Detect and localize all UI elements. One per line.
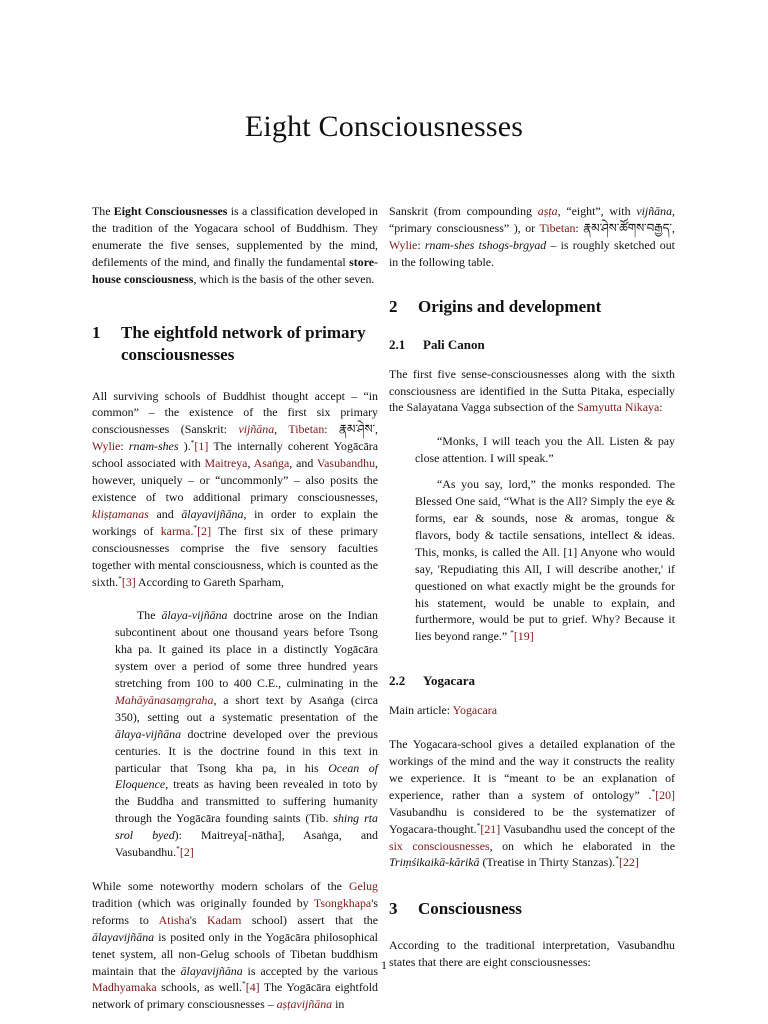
link-madhyamaka[interactable]: Madhyamaka <box>92 980 157 995</box>
quote-paragraph-2: “As you say, lord,” the monks responded. The Blessed One said, “What is the All? Simply the eye & forms, ear & sounds, nose & aromas, tongue & flavors, body & tactile sensations, intellect & ideas. This, monks, is called the All. [1] Anyone who would say, 'Repudiating this All, I will describe another,' if questioned on what exactly might be the grounds for his statement, would be unable to explain, and furthermore, would be put to grief. Why? Because it lies beyond range.” *[19] <box>415 477 675 644</box>
section-title: Origins and development <box>418 296 602 316</box>
term-eight-consciousnesses: Eight Consciousnesses <box>113 204 228 218</box>
section-1-paragraph: All surviving schools of Buddhist thought accept – “in common” – the existence of the first six primary consciousnesses (Sanskrit: vijñāna, Tibetan: རྣམ་ཤེས་, Wylie: rnam-shes ).*[1] The internally coherent Yogācāra school associated with Maitreya, Asaṅga, and Vasubandhu, however, uniquely – or “uncommonly” – also posits the existence of two additional primary consciousnesses, kliṣṭamanas and ālayavijñāna, in order to explain the workings of karma.*[2] The first six of these primary consciousnesses comprise the five sensory faculties together with mental consciousness, which is counted as the sixth.*[3] According to Gareth Sparham, <box>92 388 379 589</box>
ref-21[interactable]: [21] <box>480 821 501 836</box>
subsection-number: 2.1 <box>389 336 406 352</box>
link-tibetan-2[interactable]: Tibetan <box>539 220 576 235</box>
link-six-consciousnesses[interactable]: six consciousnesses <box>389 838 490 853</box>
section-2-heading <box>389 296 675 318</box>
consciousness-paragraph: According to the traditional interpretation, Vasubandhu states that there are eight consciousnesses: <box>389 938 675 970</box>
link-astavijnana[interactable]: aṣṭavijñāna <box>276 997 333 1012</box>
section-number: 2 <box>389 296 398 316</box>
link-asta[interactable]: aṣṭa <box>537 204 558 218</box>
ref-3[interactable]: [3] <box>121 574 136 589</box>
right-column <box>389 203 675 971</box>
link-wylie-2[interactable]: Wylie <box>389 237 418 252</box>
link-mahayanasamgraha[interactable]: Mahāyānasaṃgraha <box>115 692 214 707</box>
link-main-yogacara[interactable]: Yogacara <box>452 703 497 718</box>
blockquote-sutta <box>415 433 675 645</box>
section-3-heading <box>389 898 675 920</box>
ref-2[interactable]: [2] <box>197 523 212 538</box>
term-store-house: store-house consciousness <box>92 254 378 286</box>
page-number: 1 <box>381 958 387 972</box>
link-maitreya[interactable]: Maitreya <box>204 456 248 471</box>
link-atisha[interactable]: Atisha <box>158 912 190 927</box>
subsection-2-1-heading <box>389 336 675 354</box>
link-asanga[interactable]: Asaṅga <box>253 456 290 471</box>
blockquote-sparham: The ālaya-vijñāna doctrine arose on the Indian subcontinent about one thousand years before Tsong kha pa. It gained its place in a distinctly Yogācāra system over a period of some three hundred years stretching from 100 to 400 C.E., culminating in the Mahāyānasaṃgraha, a short text by Asaṅga (circa 350), setting out a systematic presentation of the ālaya-vijñāna doctrine developed over the previous centuries. It is the doctrine found in this text in particular that Tsong kha pa, in his Ocean of Eloquence, treats as having been revealed in toto by the Buddha and transmitted to suffering humanity through the Yogācāra founding saints (Tib. shing rta srol byed): Maitreya[-nātha], Asaṅga, and Vasubandhu.*[2] <box>115 608 379 860</box>
section-1-heading <box>92 322 378 366</box>
quote-paragraph-1: “Monks, I will teach you the All. Listen & pay close attention. I will speak.” <box>415 434 675 466</box>
subsection-title: Pali Canon <box>423 336 485 352</box>
section-title: The eightfold network of primary consciousnesses <box>121 322 366 364</box>
subsection-title: Yogacara <box>423 673 475 689</box>
link-karma[interactable]: karma <box>160 523 191 538</box>
link-kadam[interactable]: Kadam <box>207 912 242 927</box>
left-column <box>92 203 378 1013</box>
yogacara-paragraph: The Yogacara-school gives a detailed explanation of the workings of the mind and the way it constructs the reality we experience. It is “meant to be an explanation of experience, rather than a system of ontology” .*[20] Vasubandhu is considered to be the systematizer of Yogacara-thought.*[21] Vasubandhu used the concept of the six consciousnesses, on which he elaborated in the Triṃśikaikā-kārikā (Treatise in Thirty Stanzas).*[22] <box>389 737 675 870</box>
subsection-number: 2.2 <box>389 673 406 689</box>
continued-paragraph: Sanskrit (from compounding aṣṭa, “eight”, with vijñāna, “primary consciousness” ), or Tibetan: རྣམ་ཤེས་ཚོགས་བརྒྱད་, Wylie: rnam-shes tshogs-brgyad – is roughly sketched out in the following table. <box>389 204 675 269</box>
ref-22[interactable]: [22] <box>618 855 639 870</box>
link-vasubandhu[interactable]: Vasubandhu <box>316 456 376 471</box>
link-wylie[interactable]: Wylie <box>92 439 121 454</box>
intro-paragraph: The Eight Consciousnesses is a classification developed in the tradition of the Yogacara school of Buddhism. They enumerate the five senses, supplemented by the mind, defilements of the mind, and finally the fundamental store-house consciousness, which is the basis of the other seven. <box>92 204 379 286</box>
ref-4[interactable]: [4] <box>245 980 260 995</box>
subsection-2-2-heading <box>389 672 675 690</box>
link-klistamanas[interactable]: kliṣṭamanas <box>92 506 149 521</box>
pali-canon-paragraph: The first five sense-consciousnesses along with the sixth consciousness are identified in the Sutta Pitaka, especially the Salayatana Vagga subsection of the Samyutta Nikaya: <box>389 366 675 415</box>
section-number: 3 <box>389 899 398 919</box>
link-gelug[interactable]: Gelug <box>348 879 378 893</box>
article-title: Eight Consciousnesses <box>244 110 524 143</box>
link-tsongkhapa[interactable]: Tsongkhapa <box>313 895 372 910</box>
ref-1[interactable]: [1] <box>194 439 209 454</box>
link-tibetan[interactable]: Tibetan <box>288 422 325 437</box>
section-title: Consciousness <box>418 899 522 919</box>
section-1-paragraph-2: While some noteworthy modern scholars of the Gelug tradition (which was originally founded by Tsongkhapa's reforms to Atisha's Kadam school) assert that the ālayavijñāna is posited only in the Yogācāra philosophical tenet system, all non-Gelug schools of Tibetan buddhism maintain that the ālayavijñāna is accepted by the various Madhyamaka schools, as well.*[4] The Yogācāra eightfold network of primary consciousnesses – aṣṭavijñāna in <box>92 879 379 1012</box>
section-number: 1 <box>92 322 101 342</box>
ref-19[interactable]: [19] <box>513 629 534 644</box>
ref-2b[interactable]: [2] <box>179 845 194 860</box>
link-vijnana[interactable]: vijñāna <box>238 422 275 437</box>
ref-20[interactable]: [20] <box>655 787 675 802</box>
link-samyutta-nikaya[interactable]: Samyutta Nikaya <box>577 400 660 415</box>
main-article-note: Main article: Yogacara <box>389 703 497 718</box>
